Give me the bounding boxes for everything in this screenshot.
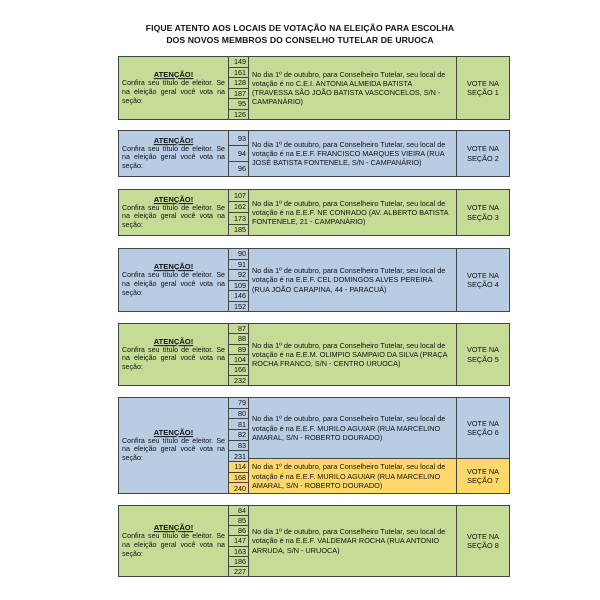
location-text: No dia 1º de outubro, para Conselheiro Tutelar, seu local de votação é na E.E.F. NE CONRADO (AV. ALBERTO BATISTA FONTENELE, 21 - CAMPANÁRIO) — [249, 190, 457, 235]
location-text: No dia 1º de outubro, para Conselheiro Tutelar, seu local de votação é na E.E.F. CEL DOMINGOS ALVES PEREIRA (RUA JOÃO CARAPINA, 44 - PARACUÁ) — [249, 249, 457, 311]
section-number: 126 — [229, 110, 248, 120]
section-numbers — [229, 324, 249, 385]
attention-notice — [122, 428, 225, 464]
location-row — [249, 249, 509, 311]
section-number: 240 — [229, 483, 248, 493]
location-text: No dia 1º de outubro, para Conselheiro Tutelar, seu local de votação é na E.E.F. VALDEMAR ROCHA (RUA ANTONIO ARRUDA, S/N - URUOCA) — [249, 506, 457, 576]
attention-text: Confira seu título de eleitor. Se na eleição geral você vota na seção: — [122, 271, 225, 297]
attention-cell — [119, 398, 229, 493]
vote-section-label: VOTE NA SEÇÃO 6 — [466, 418, 500, 438]
title-line-1: FIQUE ATENTO AOS LOCAIS DE VOTAÇÃO NA ELEIÇÃO PARA ESCOLHA — [145, 23, 455, 33]
section-numbers — [229, 398, 249, 493]
attention-heading: ATENÇÃO! — [153, 523, 194, 533]
attention-notice — [122, 337, 225, 373]
attention-text: Confira seu título de eleitor. Se na eleição geral você vota na seção: — [122, 79, 225, 105]
location-row — [249, 398, 509, 459]
section-number: 95 — [229, 99, 248, 110]
attention-cell — [119, 57, 229, 119]
section-number: 86 — [229, 526, 248, 536]
section-number: 87 — [229, 324, 248, 334]
section-number: 173 — [229, 213, 248, 225]
section-numbers — [229, 190, 249, 235]
attention-heading: ATENÇÃO! — [153, 427, 194, 437]
section-number: 83 — [229, 441, 248, 452]
vote-section-label: VOTE NA SEÇÃO 3 — [466, 203, 500, 222]
section-block-7 — [118, 505, 510, 577]
location-row — [249, 459, 509, 493]
attention-text: Confira seu título de eleitor. Se na eleição geral você vota na seção: — [122, 532, 225, 558]
section-block-5 — [118, 323, 510, 386]
section-number: 92 — [229, 270, 248, 281]
section-number: 93 — [229, 131, 248, 146]
section-number: 94 — [229, 146, 248, 161]
section-number: 89 — [229, 345, 248, 355]
attention-heading: ATENÇÃO! — [153, 194, 194, 204]
section-number: 149 — [229, 57, 248, 68]
section-number: 104 — [229, 355, 248, 365]
section-number: 232 — [229, 376, 248, 385]
section-number: 90 — [229, 249, 248, 260]
section-number: 231 — [229, 451, 248, 462]
location-text: No dia 1º de outubro, para Conselheiro Tutelar, seu local de votação é na E.E.F. FRANCISCO MARQUES VIEIRA (RUA JOSÉ BATISTA FONTENELE, S/N - CAMPANÁRIO) — [249, 131, 457, 176]
section-numbers — [229, 57, 249, 119]
section-number: 152 — [229, 302, 248, 312]
section-number: 185 — [229, 225, 248, 236]
section-number: 79 — [229, 398, 248, 409]
section-number: 128 — [229, 78, 248, 89]
section-number: 146 — [229, 291, 248, 302]
section-number: 186 — [229, 557, 248, 567]
attention-heading: ATENÇÃO! — [153, 336, 194, 346]
attention-heading: ATENÇÃO! — [153, 262, 194, 272]
location-row — [249, 131, 509, 176]
vote-section-label: VOTE NA SEÇÃO 7 — [466, 466, 500, 486]
section-number: 162 — [229, 202, 248, 214]
location-row — [249, 506, 509, 576]
attention-notice — [122, 136, 225, 172]
attention-text: Confira seu título de eleitor. Se na eleição geral você vota na seção: — [122, 144, 225, 171]
section-number: 161 — [229, 68, 248, 79]
section-number: 227 — [229, 567, 248, 576]
section-number: 166 — [229, 365, 248, 375]
section-numbers — [229, 249, 249, 311]
section-number: 96 — [229, 162, 248, 176]
section-block-1 — [118, 56, 510, 120]
section-number: 187 — [229, 89, 248, 100]
section-number: 81 — [229, 419, 248, 430]
location-text: No dia 1º de outubro, para Conselheiro Tutelar, seu local de votação é na E.E.M. OLIMPIO SAMPAIO DA SILVA (PRAÇA ROCHA FRANCO, S/N - CENTRO URUOCA) — [249, 324, 457, 385]
attention-cell — [119, 249, 229, 311]
section-number: 80 — [229, 409, 248, 420]
section-number: 84 — [229, 506, 248, 516]
vote-section-label: VOTE NA SEÇÃO 4 — [466, 270, 500, 289]
location-row — [249, 324, 509, 385]
attention-notice — [122, 262, 225, 298]
section-number: 85 — [229, 516, 248, 526]
section-number: 168 — [229, 473, 248, 484]
section-number: 91 — [229, 260, 248, 271]
attention-notice — [122, 70, 225, 106]
section-number: 88 — [229, 334, 248, 344]
title-line-2: DOS NOVOS MEMBROS DO CONSELHO TUTELAR DE URUOCA — [166, 35, 434, 45]
section-numbers — [229, 506, 249, 576]
vote-section-label: VOTE NA SEÇÃO 5 — [466, 345, 500, 364]
attention-heading: ATENÇÃO! — [153, 70, 194, 80]
vote-section-label: VOTE NA SEÇÃO 2 — [466, 144, 500, 163]
section-block-2 — [118, 130, 510, 177]
attention-cell — [119, 190, 229, 235]
attention-cell — [119, 506, 229, 576]
section-number: 114 — [229, 462, 248, 473]
attention-text: Confira seu título de eleitor. Se na eleição geral você vota na seção: — [122, 436, 225, 463]
location-row — [249, 57, 509, 119]
attention-heading: ATENÇÃO! — [153, 135, 194, 145]
location-text: No dia 1º de outubro, para Conselheiro Tutelar, seu local de votação é na E.E.F. MURILO AGUIAR (RUA MARCELINO AMARAL, S/N - ROBERTO DOURADO) — [249, 459, 457, 493]
vote-section-label: VOTE NA SEÇÃO 1 — [466, 78, 500, 97]
section-block-6 — [118, 397, 510, 494]
section-number: 163 — [229, 547, 248, 557]
section-number: 109 — [229, 281, 248, 292]
location-text: No dia 1º de outubro, para Conselheiro Tutelar, seu local de votação é no C.E.I. ANTONIA ALMEIDA BATISTA (TRAVESSA SÃO JOÃO BATISTA VASCONCELOS, S/N - CAMPANÁRIO) — [249, 57, 457, 119]
location-row — [249, 190, 509, 235]
section-block-3 — [118, 189, 510, 236]
section-number: 107 — [229, 190, 248, 202]
attention-text: Confira seu título de eleitor. Se na eleição geral você vota na seção: — [122, 203, 225, 230]
section-number: 82 — [229, 430, 248, 441]
attention-cell — [119, 131, 229, 176]
location-text: No dia 1º de outubro, para Conselheiro Tutelar, seu local de votação é na E.E.F. MURILO AGUIAR (RUA MARCELINO AMARAL, S/N - ROBERTO DOURADO) — [249, 398, 457, 458]
attention-notice — [122, 523, 225, 559]
attention-cell — [119, 324, 229, 385]
attention-text: Confira seu título de eleitor. Se na eleição geral você vota na seção: — [122, 345, 225, 372]
section-numbers — [229, 131, 249, 176]
document-title — [0, 22, 600, 46]
attention-notice — [122, 195, 225, 231]
section-block-4 — [118, 248, 510, 312]
section-number: 147 — [229, 536, 248, 546]
vote-section-label: VOTE NA SEÇÃO 8 — [466, 531, 500, 550]
